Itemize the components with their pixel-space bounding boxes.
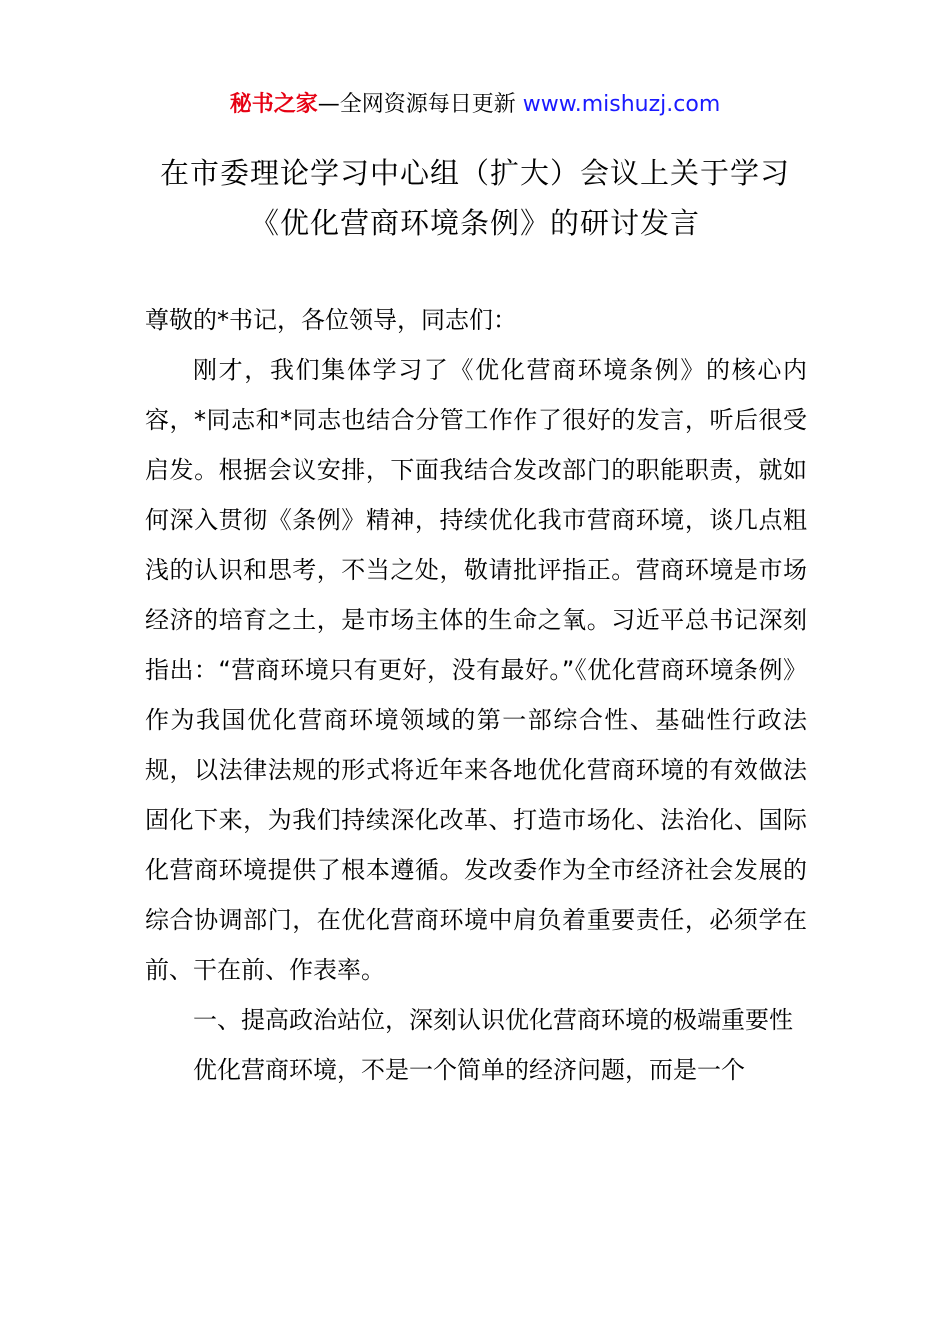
document-body: [145, 295, 807, 1095]
salutation: 尊敬的*书记，各位领导，同志们：: [145, 306, 517, 334]
site-url-link[interactable]: www.mishuzj.com: [522, 92, 721, 117]
document-title: 在市委理论学习中心组（扩大）会议上关于学习《优化营商环境条例》的研讨发言: [159, 156, 790, 240]
site-brand: 秘书之家: [229, 92, 318, 117]
paragraph-section-1: 优化营商环境，不是一个简单的经济问题，而是一个: [193, 1056, 745, 1084]
section-heading-1: 一、提高政治站位，深刻认识优化营商环境的极端重要性: [193, 1006, 793, 1034]
paragraph-intro: 刚才，我们集体学习了《优化营商环境条例》的核心内容，*同志和*同志也结合分管工作作了很好的发言，听后很受启发。根据会议安排，下面我结合发改部门的职能职责，就如何深入贯彻《条例》精神，持续优化我市营商环境，谈几点粗浅的认识和思考，不当之处，敬请批评指正。营商环境是市场经济的培育之土，是市场主体的生命之氧。习近平总书记深刻指出：“营商环境只有更好，没有最好。”《优化营商环境条例》作为我国优化营商环境领域的第一部综合性、基础性行政法规，以法律法规的形式将近年来各地优化营商环境的有效做法固化下来，为我们持续深化改革、打造市场化、法治化、国际化营商环境提供了根本遵循。发改委作为全市经济社会发展的综合协调部门，在优化营商环境中肩负着重要责任，必须学在前、干在前、作表率。: [145, 356, 807, 984]
site-header: [0, 90, 950, 120]
site-tagline: —全网资源每日更新: [317, 92, 516, 117]
